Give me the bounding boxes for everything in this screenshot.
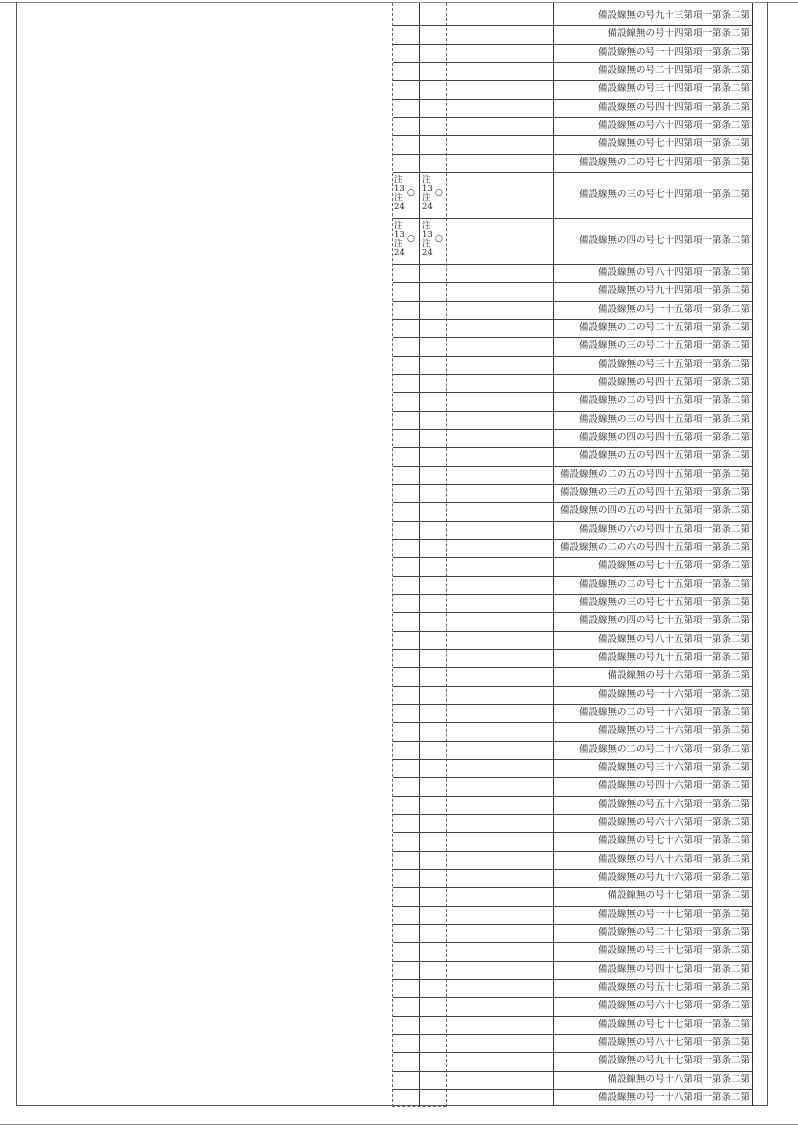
row-divider (393, 832, 753, 833)
row-label: 備設線無の号三十四第項一第条二第 (597, 83, 750, 95)
row-divider (393, 869, 753, 870)
row-divider (393, 337, 753, 338)
row-divider (393, 80, 753, 81)
note-col-divider (419, 3, 420, 1106)
row-divider (393, 1016, 753, 1017)
label-col-left (553, 3, 554, 1106)
row-divider (393, 429, 753, 430)
row-label: 備設線無の号八十四第項一第条二第 (597, 267, 750, 279)
row-label: 備設線無の号六十七第項一第条二第 (597, 1000, 750, 1012)
row-note: 注 13 注 24 ○ (422, 174, 443, 212)
row-label: 備設線無の号一十四第項一第条二第 (597, 46, 750, 58)
row-divider (393, 557, 753, 558)
row-note: 注 13 注 24 ○ (422, 220, 443, 258)
row-divider (393, 722, 753, 723)
row-divider (393, 301, 753, 302)
row-divider (393, 1034, 753, 1035)
row-divider (393, 887, 753, 888)
row-label: 備設線無の号四十四第項一第条二第 (597, 101, 750, 113)
row-divider (393, 777, 753, 778)
row-label: 備設線無の号二十四第項一第条二第 (597, 65, 750, 77)
row-label: 備設線無の二の号七十五第項一第条二第 (578, 578, 750, 590)
row-label: 備設線無の四の号四十五第項一第条二第 (578, 432, 750, 444)
row-label: 備設線無の号一十五第項一第条二第 (597, 303, 750, 315)
row-divider (393, 576, 753, 577)
row-divider (393, 1071, 753, 1072)
row-label: 備設線無の号九十六第項一第条二第 (597, 872, 750, 884)
row-label: 備設線無の号一十七第項一第条二第 (597, 908, 750, 920)
bottom-rule (0, 1124, 798, 1125)
row-divider (393, 466, 753, 467)
row-label: 備設線無の号四十七第項一第条二第 (597, 963, 750, 975)
note-cols-bottom (392, 1106, 446, 1107)
row-label: 備設線無の二の号二十六第項一第条二第 (578, 743, 750, 755)
row-divider (393, 218, 753, 219)
row-label: 備設線無の号九十五第項一第条二第 (597, 652, 750, 664)
row-label: 備設線無の号九十七第項一第条二第 (597, 1055, 750, 1067)
row-divider (393, 796, 753, 797)
row-divider (393, 741, 753, 742)
row-label: 備設線無の号四十六第項一第条二第 (597, 780, 750, 792)
row-label: 備設線無の号一十八第項一第条二第 (597, 1091, 750, 1103)
row-note: 注 13 注 24 ○ (394, 174, 415, 212)
row-label: 備設線無の三の号四十五第項一第条二第 (578, 413, 750, 425)
row-label: 備設線無の三の五の号四十五第項一第条二第 (559, 487, 750, 499)
row-label: 備設線無の二の号二十五第項一第条二第 (578, 322, 750, 334)
row-label: 備設線無の号八十五第項一第条二第 (597, 633, 750, 645)
row-divider (393, 649, 753, 650)
row-label: 備設線無の号三十七第項一第条二第 (597, 945, 750, 957)
row-divider (393, 44, 753, 45)
row-label: 備設線無の二の号四十五第項一第条二第 (578, 395, 750, 407)
row-divider (393, 704, 753, 705)
row-label: 備設線無の号六十六第項一第条二第 (597, 817, 750, 829)
row-label: 備設線無の六の号四十五第項一第条二第 (578, 523, 750, 535)
row-label: 備設線無の号六十四第項一第条二第 (597, 120, 750, 132)
circle-mark: ○ (407, 233, 415, 244)
row-divider (393, 117, 753, 118)
row-divider (393, 612, 753, 613)
row-divider (393, 392, 753, 393)
row-label: 備設線無の四の五の号四十五第項一第条二第 (559, 505, 750, 517)
row-divider (393, 906, 753, 907)
row-divider (393, 594, 753, 595)
row-label: 備設線無の号九十三第項一第条二第 (597, 10, 750, 22)
row-divider (393, 264, 753, 265)
row-label: 備設線無の号七十四第項一第条二第 (597, 138, 750, 150)
row-label: 備設線無の三の号七十四第項一第条二第 (578, 188, 750, 200)
row-divider (393, 172, 753, 173)
row-label: 備設線無の号十六第項一第条二第 (607, 670, 750, 682)
row-label: 備設線無の号七十七第項一第条二第 (597, 1018, 750, 1030)
row-label: 備設線無の号十八第項一第条二第 (607, 1073, 750, 1085)
row-divider (393, 979, 753, 980)
row-divider (393, 942, 753, 943)
row-label: 備設線無の二の号一十六第項一第条二第 (578, 707, 750, 719)
row-label: 備設線無の号五十七第項一第条二第 (597, 982, 750, 993)
row-note: 注 13 注 24 ○ (394, 220, 415, 258)
row-label: 備設線無の号四十五第項一第条二第 (597, 377, 750, 389)
label-col-right (752, 3, 753, 1106)
row-label: 備設線無の二の号七十四第項一第条二第 (578, 156, 750, 168)
row-divider (393, 851, 753, 852)
row-label: 備設線無の号二十六第項一第条二第 (597, 725, 750, 737)
row-label: 備設線無の二の六の号四十五第項一第条二第 (559, 542, 750, 554)
row-label: 備設線無の号五十六第項一第条二第 (597, 798, 750, 810)
row-divider (393, 25, 753, 26)
circle-mark: ○ (435, 233, 443, 244)
row-divider (393, 99, 753, 100)
row-divider (393, 319, 753, 320)
row-divider (393, 759, 753, 760)
row-divider (393, 1052, 753, 1053)
row-label: 備設線無の三の号二十五第項一第条二第 (578, 340, 750, 352)
row-label: 備設線無の号十四第項一第条二第 (607, 28, 750, 40)
row-divider (393, 502, 753, 503)
row-divider (393, 282, 753, 283)
row-label: 備設線無の号十七第項一第条二第 (607, 890, 750, 902)
row-divider (393, 631, 753, 632)
row-label: 備設線無の三の号七十五第項一第条二第 (578, 597, 750, 609)
row-divider (393, 411, 753, 412)
circle-mark: ○ (435, 187, 443, 198)
circle-mark: ○ (407, 187, 415, 198)
row-label: 備設線無の号三十五第項一第条二第 (597, 358, 750, 370)
row-label: 備設線無の号一十六第項一第条二第 (597, 688, 750, 700)
row-divider (393, 924, 753, 925)
row-label: 備設線無の号八十七第項一第条二第 (597, 1036, 750, 1048)
row-divider (393, 521, 753, 522)
row-label: 備設線無の四の号七十四第項一第条二第 (578, 234, 750, 246)
row-divider (393, 154, 753, 155)
row-divider (393, 539, 753, 540)
row-divider (393, 447, 753, 448)
row-label: 備設線無の号七十六第項一第条二第 (597, 835, 750, 847)
row-divider (393, 374, 753, 375)
row-divider (393, 135, 753, 136)
row-divider (393, 1089, 753, 1090)
row-label: 備設線無の号九十四第項一第条二第 (597, 285, 750, 297)
row-divider (393, 814, 753, 815)
row-label: 備設線無の五の号四十五第項一第条二第 (578, 450, 750, 462)
row-divider (393, 961, 753, 962)
row-label: 備設線無の四の号七十五第項一第条二第 (578, 615, 750, 627)
row-label: 備設線無の号三十六第項一第条二第 (597, 762, 750, 774)
row-label: 備設線無の二の五の号四十五第項一第条二第 (559, 468, 750, 480)
row-divider (393, 356, 753, 357)
row-divider (393, 484, 753, 485)
row-divider (393, 686, 753, 687)
row-divider (393, 62, 753, 63)
row-label: 備設線無の号七十五第項一第条二第 (597, 560, 750, 572)
row-label: 備設線無の号八十六第項一第条二第 (597, 853, 750, 865)
row-divider (393, 997, 753, 998)
row-label: 備設線無の号二十七第項一第条二第 (597, 927, 750, 938)
row-divider (393, 667, 753, 668)
